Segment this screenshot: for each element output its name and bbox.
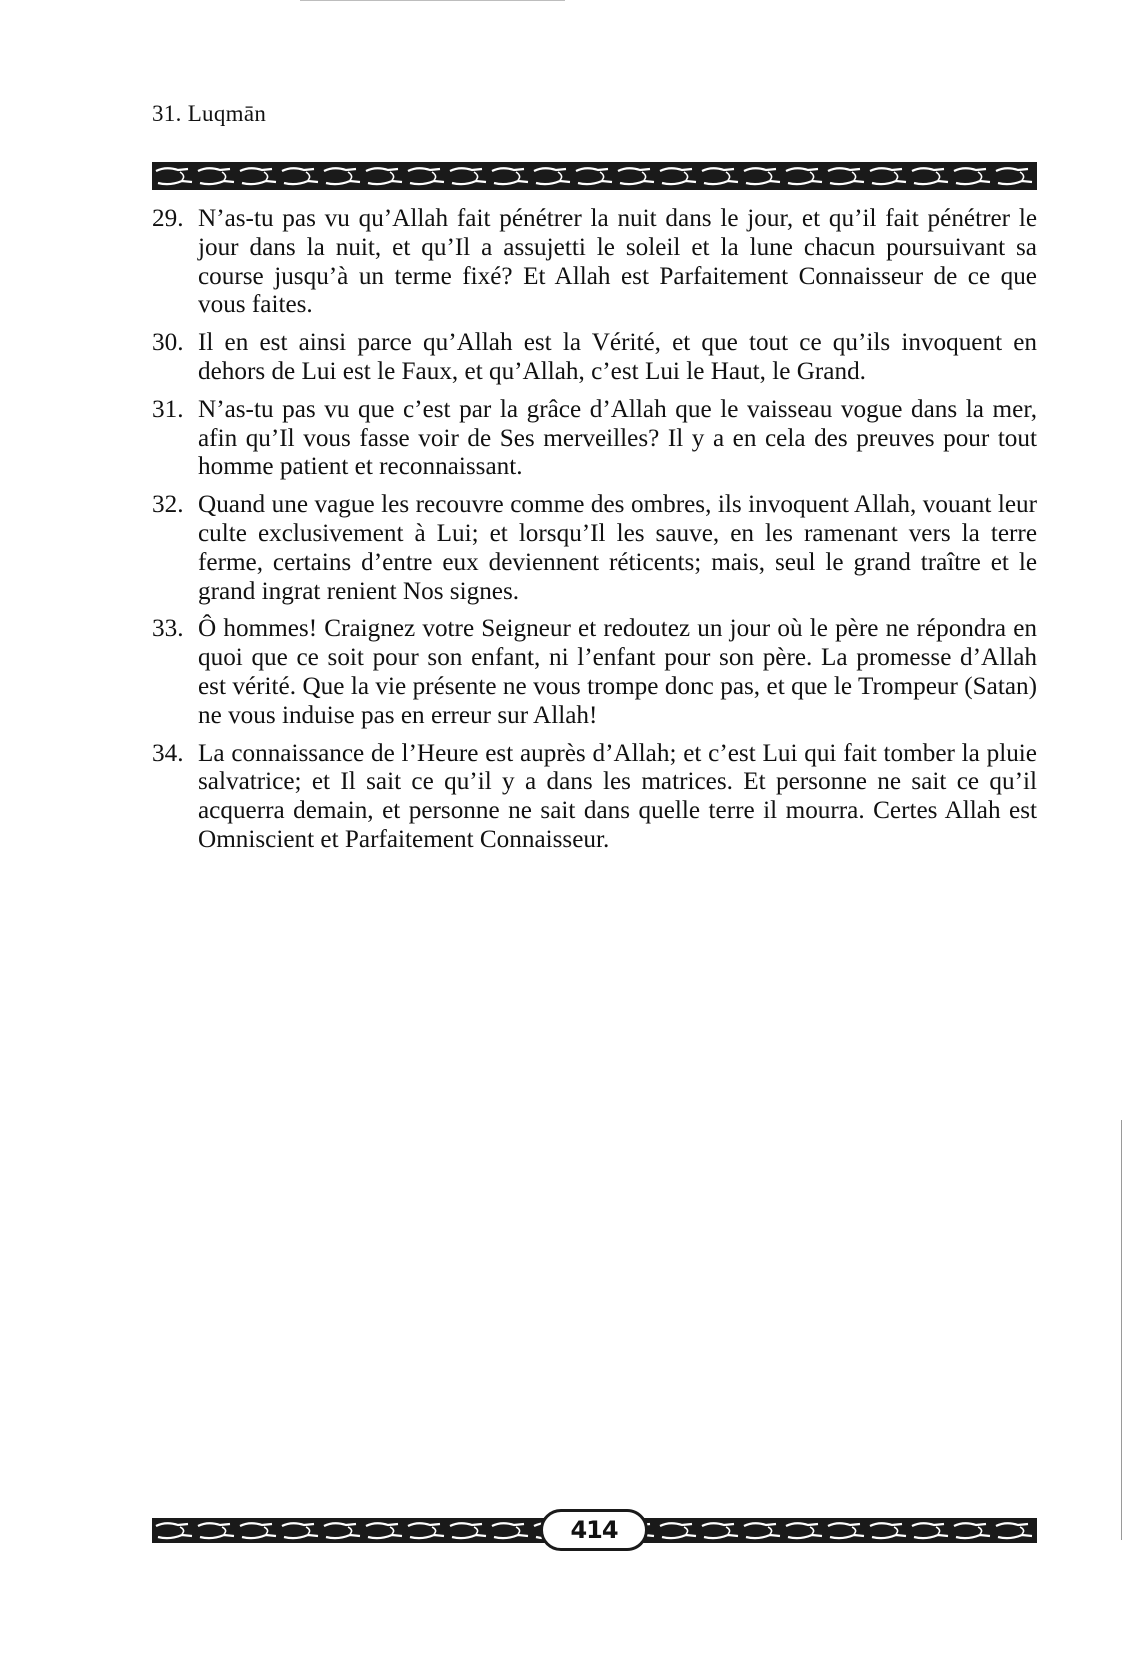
verse-number: 29. — [152, 205, 184, 232]
verse-number: 34. — [152, 739, 184, 767]
verse-text: N’as-tu pas vu que c’est par la grâce d’Allah que le vaisseau vogue dans la mer, afin qu’Il vous fasse voir de Ses merveilles? Il y a en cela des preuves pour tout homme patient et reconnaissant. — [198, 395, 1037, 481]
verse-list — [152, 205, 1037, 864]
verse-item — [152, 205, 1037, 320]
verse-item — [152, 329, 1037, 387]
verse-text: La connaissance de l’Heure est auprès d’Allah; et c’est Lui qui fait tomber la pluie salvatrice; et Il sait ce qu’il y a dans les matrices. Et personne ne sait ce qu’il acquerra demain, et personne ne sait dans quelle terre il mourra. Certes Allah est Omniscient et Parfaitement Connaisseur. — [198, 739, 1037, 853]
verse-text: N’as-tu pas vu qu’Allah fait pénétrer la nuit dans le jour, et qu’il fait pénétrer le jour dans la nuit, et qu’Il a assujetti le soleil et la lune chacun poursuivant sa course jusqu’à un terme fixé? Et Allah est Parfaitement Connaisseur de ce que vous faites. — [198, 205, 1037, 319]
verse-item — [152, 740, 1037, 855]
scan-artifact-right-edge — [1121, 1120, 1122, 1540]
running-head-surah-title: 31. Luqmān — [152, 101, 267, 126]
top-band-chain-pattern — [152, 162, 1037, 190]
verse-text: Quand une vague les recouvre comme des ombres, ils invoquent Allah, vouant leur culte exclusivement à Lui; et lorsqu’Il les sauve, en les ramenant vers la terre ferme, certains d’entre eux deviennent réticents; mais, seul le grand traître et le grand ingrat renient Nos signes. — [198, 491, 1037, 605]
verse-item — [152, 491, 1037, 606]
verse-number: 32. — [152, 491, 184, 519]
verse-item — [152, 396, 1037, 482]
top-ornamental-band — [152, 162, 1037, 190]
verse-number: 31. — [152, 395, 184, 423]
verse-item — [152, 615, 1037, 730]
verse-number: 30. — [152, 329, 184, 357]
scan-artifact-top-line — [300, 0, 565, 1]
verse-number: 33. — [152, 615, 184, 643]
verse-text: Ô hommes! Craignez votre Seigneur et redoutez un jour où le père ne répondra en quoi que ce soit pour son enfant, ni l’enfant pour son père. La promesse d’Allah est vérité. Que la vie présente ne vous trompe donc pas, et que le Trompeur (Satan) ne vous induise pas en erreur sur Allah! — [198, 615, 1037, 729]
page-number-badge: 414 — [540, 1509, 648, 1551]
verse-text: Il en est ainsi parce qu’Allah est la Vérité, et que tout ce qu’ils invoquent en dehors de Lui est le Faux, et qu’Allah, c’est Lui le Haut, le Grand. — [198, 329, 1037, 385]
